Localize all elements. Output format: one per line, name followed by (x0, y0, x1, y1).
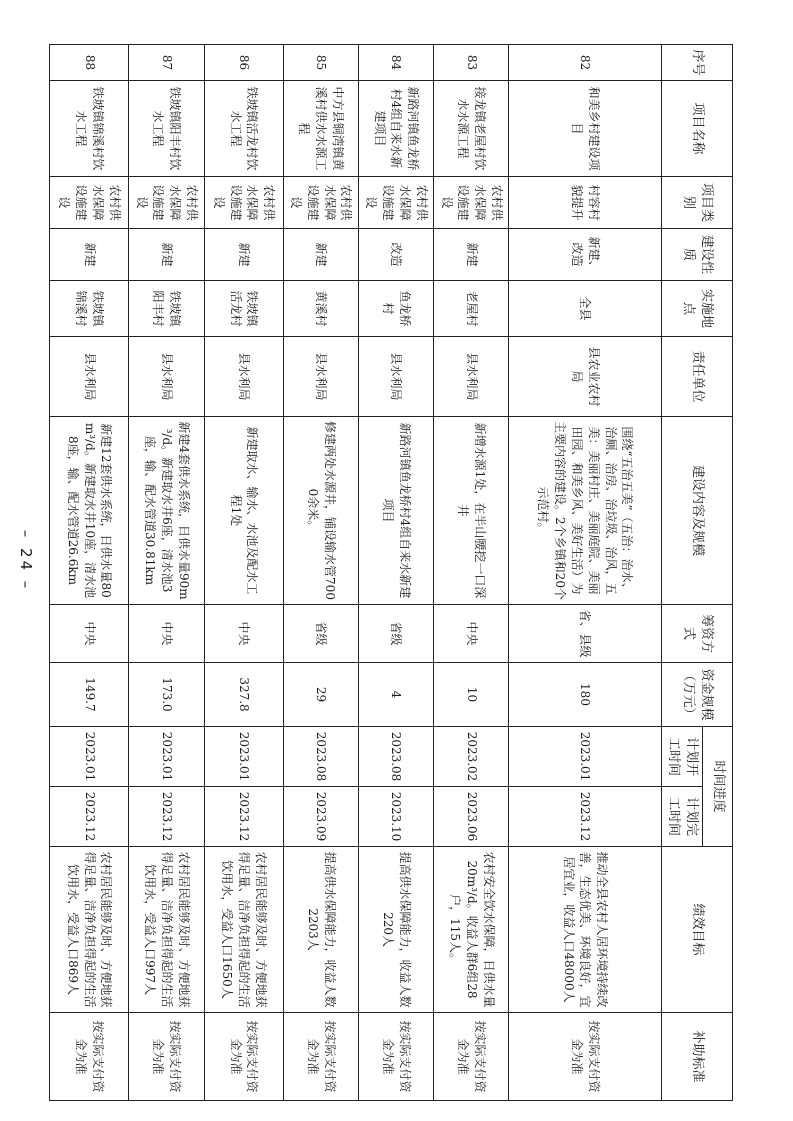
cell-nature: 新建 (204, 229, 283, 281)
cell-finish: 2023.09 (283, 787, 358, 847)
cell-finish: 2023.12 (129, 787, 204, 847)
cell-finish: 2023.12 (50, 787, 129, 847)
cell-name: 接龙镇老屋村饮水水源工程 (434, 81, 509, 177)
cell-finish: 2023.12 (509, 787, 661, 847)
cell-location: 鱼龙桥村 (358, 281, 433, 337)
header-finish: 计划完工时间 (661, 787, 702, 847)
cell-unit: 县水利局 (358, 337, 433, 417)
cell-funding: 省级 (283, 605, 358, 663)
cell-nature: 新建 (129, 229, 204, 281)
cell-location: 铁坡镇活龙村 (204, 281, 283, 337)
cell-finish: 2023.06 (434, 787, 509, 847)
cell-name: 新路河镇鱼龙桥村4组自来水新建项目 (358, 81, 433, 177)
cell-nature: 新建、改造 (509, 229, 661, 281)
header-content: 建设内容及规模 (661, 417, 732, 605)
cell-funding: 中央 (434, 605, 509, 663)
cell-category: 农村供水保障设施建设 (283, 177, 358, 229)
cell-funding: 中央 (129, 605, 204, 663)
table-row (434, 45, 509, 1101)
cell-start: 2023.08 (358, 727, 433, 787)
table-row (50, 45, 129, 1101)
cell-amount: 29 (283, 663, 358, 727)
cell-content: 新建12套供水系统，日供水量80m³/d。新建取水井10座，清水池8座，输、配水管道26.6km (50, 417, 129, 605)
cell-subsidy: 按实际支付资金为准 (358, 1013, 433, 1101)
page-number: – 24 – (17, 529, 35, 592)
cell-subsidy: 按实际支付资金为准 (509, 1013, 661, 1101)
cell-goal: 农村安全饮水保障，日供水量20m³/d。收益人群6组28户，115人。 (434, 847, 509, 1013)
header-start: 计划开工时间 (661, 727, 702, 787)
cell-unit: 县水利局 (283, 337, 358, 417)
cell-finish: 2023.12 (204, 787, 283, 847)
cell-seq: 84 (358, 45, 433, 81)
cell-subsidy: 按实际支付资金为准 (434, 1013, 509, 1101)
header-location: 实施地点 (661, 281, 732, 337)
cell-subsidy: 按实际支付资金为准 (204, 1013, 283, 1101)
cell-location: 老屋村 (434, 281, 509, 337)
cell-unit: 县水利局 (434, 337, 509, 417)
cell-nature: 改造 (358, 229, 433, 281)
cell-seq: 86 (204, 45, 283, 81)
cell-content: 修建两处水源井，铺设输水管7000余米。 (283, 417, 358, 605)
table-row (204, 45, 283, 1101)
cell-name: 和美乡村建设项目 (509, 81, 661, 177)
cell-nature: 新建 (283, 229, 358, 281)
table-row (129, 45, 204, 1101)
cell-goal: 农村居民能够及时、方便地获得足量、洁净负担得起的生活饮用水，受益人口1650人 (204, 847, 283, 1013)
cell-goal: 农村居民能够及时、方便地获得足量、洁净负担得起的生活饮用水，受益人口997人 (129, 847, 204, 1013)
cell-category: 农村供水保障设施建设 (204, 177, 283, 229)
cell-category: 村容村貌提升 (509, 177, 661, 229)
cell-name: 中方县铜湾镇黄溪村供水水源工程 (283, 81, 358, 177)
cell-content: 新建取水、输水、水池及配水工程1处 (204, 417, 283, 605)
cell-funding: 中央 (204, 605, 283, 663)
cell-goal: 提高供水保障能力，收益人数2203人 (283, 847, 358, 1013)
cell-unit: 县水利局 (129, 337, 204, 417)
cell-start: 2023.02 (434, 727, 509, 787)
cell-category: 农村供水保障设施建设 (129, 177, 204, 229)
header-schedule: 时间进度 (703, 727, 733, 847)
cell-unit: 县农业农村局 (509, 337, 661, 417)
cell-name: 铁坡镇阳丰村饮水工程 (129, 81, 204, 177)
cell-amount: 180 (509, 663, 661, 727)
header-goal: 绩效目标 (661, 847, 732, 1013)
cell-content: 新建4套供水系统，日供水量90m³/d。新建取水井6座，清水池3座，输、配水管道30.81km (129, 417, 204, 605)
cell-category: 农村供水保障设施建设 (358, 177, 433, 229)
project-table (49, 44, 733, 1101)
cell-funding: 省、县级 (509, 605, 661, 663)
table-row (358, 45, 433, 1101)
cell-start: 2023.01 (509, 727, 661, 787)
cell-goal: 提高供水保障能力，收益人数220人 (358, 847, 433, 1013)
cell-location: 全县 (509, 281, 661, 337)
cell-amount: 149.7 (50, 663, 129, 727)
header-row (703, 45, 733, 1101)
cell-start: 2023.01 (129, 727, 204, 787)
cell-name: 铁坡镇活龙村饮水工程 (204, 81, 283, 177)
cell-goal: 推动全县农村人居环境持续改善，生态优美、环境良好，宜居宜业，收益人口48000人 (509, 847, 661, 1013)
cell-location: 铁坡镇锦溪村 (50, 281, 129, 337)
header-subsidy: 补助标准 (661, 1013, 732, 1101)
header-amount: 资金规模（万元） (661, 663, 732, 727)
header-category: 项目类别 (661, 177, 732, 229)
cell-subsidy: 按实际支付资金为准 (283, 1013, 358, 1101)
cell-subsidy: 按实际支付资金为准 (50, 1013, 129, 1101)
cell-seq: 87 (129, 45, 204, 81)
cell-category: 农村供水保障设施建设 (434, 177, 509, 229)
cell-start: 2023.01 (50, 727, 129, 787)
header-funding: 筹资方式 (661, 605, 732, 663)
cell-amount: 10 (434, 663, 509, 727)
cell-name: 铁坡镇锦溪村饮水工程 (50, 81, 129, 177)
cell-subsidy: 按实际支付资金为准 (129, 1013, 204, 1101)
table-row (509, 45, 661, 1101)
cell-location: 黄溪村 (283, 281, 358, 337)
cell-content: 新路河镇鱼龙桥村4组自来水新建项目 (358, 417, 433, 605)
cell-finish: 2023.10 (358, 787, 433, 847)
cell-seq: 88 (50, 45, 129, 81)
header-name: 项目名称 (661, 81, 732, 177)
cell-goal: 农村居民能够及时、方便地获得足量、洁净负担得起的生活饮用水，受益人口869人 (50, 847, 129, 1013)
cell-start: 2023.01 (204, 727, 283, 787)
table-row (283, 45, 358, 1101)
cell-content: 围绕“五治五美”（五治：治水、治厕、治房、治垃圾、治风，五美：美丽村庄、美丽庭院、美丽田园、和美乡风、美好生活）为主要内容的建设。2个乡镇和20个示范村。 (509, 417, 661, 605)
cell-category: 农村供水保障设施建设 (50, 177, 129, 229)
cell-nature: 新建 (434, 229, 509, 281)
cell-seq: 82 (509, 45, 661, 81)
cell-unit: 县水利局 (204, 337, 283, 417)
cell-seq: 85 (283, 45, 358, 81)
header-seq: 序号 (661, 45, 732, 81)
cell-unit: 县水利局 (50, 337, 129, 417)
cell-nature: 新建 (50, 229, 129, 281)
cell-location: 铁坡镇阳丰村 (129, 281, 204, 337)
cell-amount: 173.0 (129, 663, 204, 727)
cell-funding: 中央 (50, 605, 129, 663)
cell-content: 新增水源1处，在半山腰挖一口深井 (434, 417, 509, 605)
cell-amount: 4 (358, 663, 433, 727)
header-unit: 责任单位 (661, 337, 732, 417)
header-nature: 建设性质 (661, 229, 732, 281)
cell-start: 2023.08 (283, 727, 358, 787)
cell-funding: 省级 (358, 605, 433, 663)
cell-seq: 83 (434, 45, 509, 81)
cell-amount: 327.8 (204, 663, 283, 727)
